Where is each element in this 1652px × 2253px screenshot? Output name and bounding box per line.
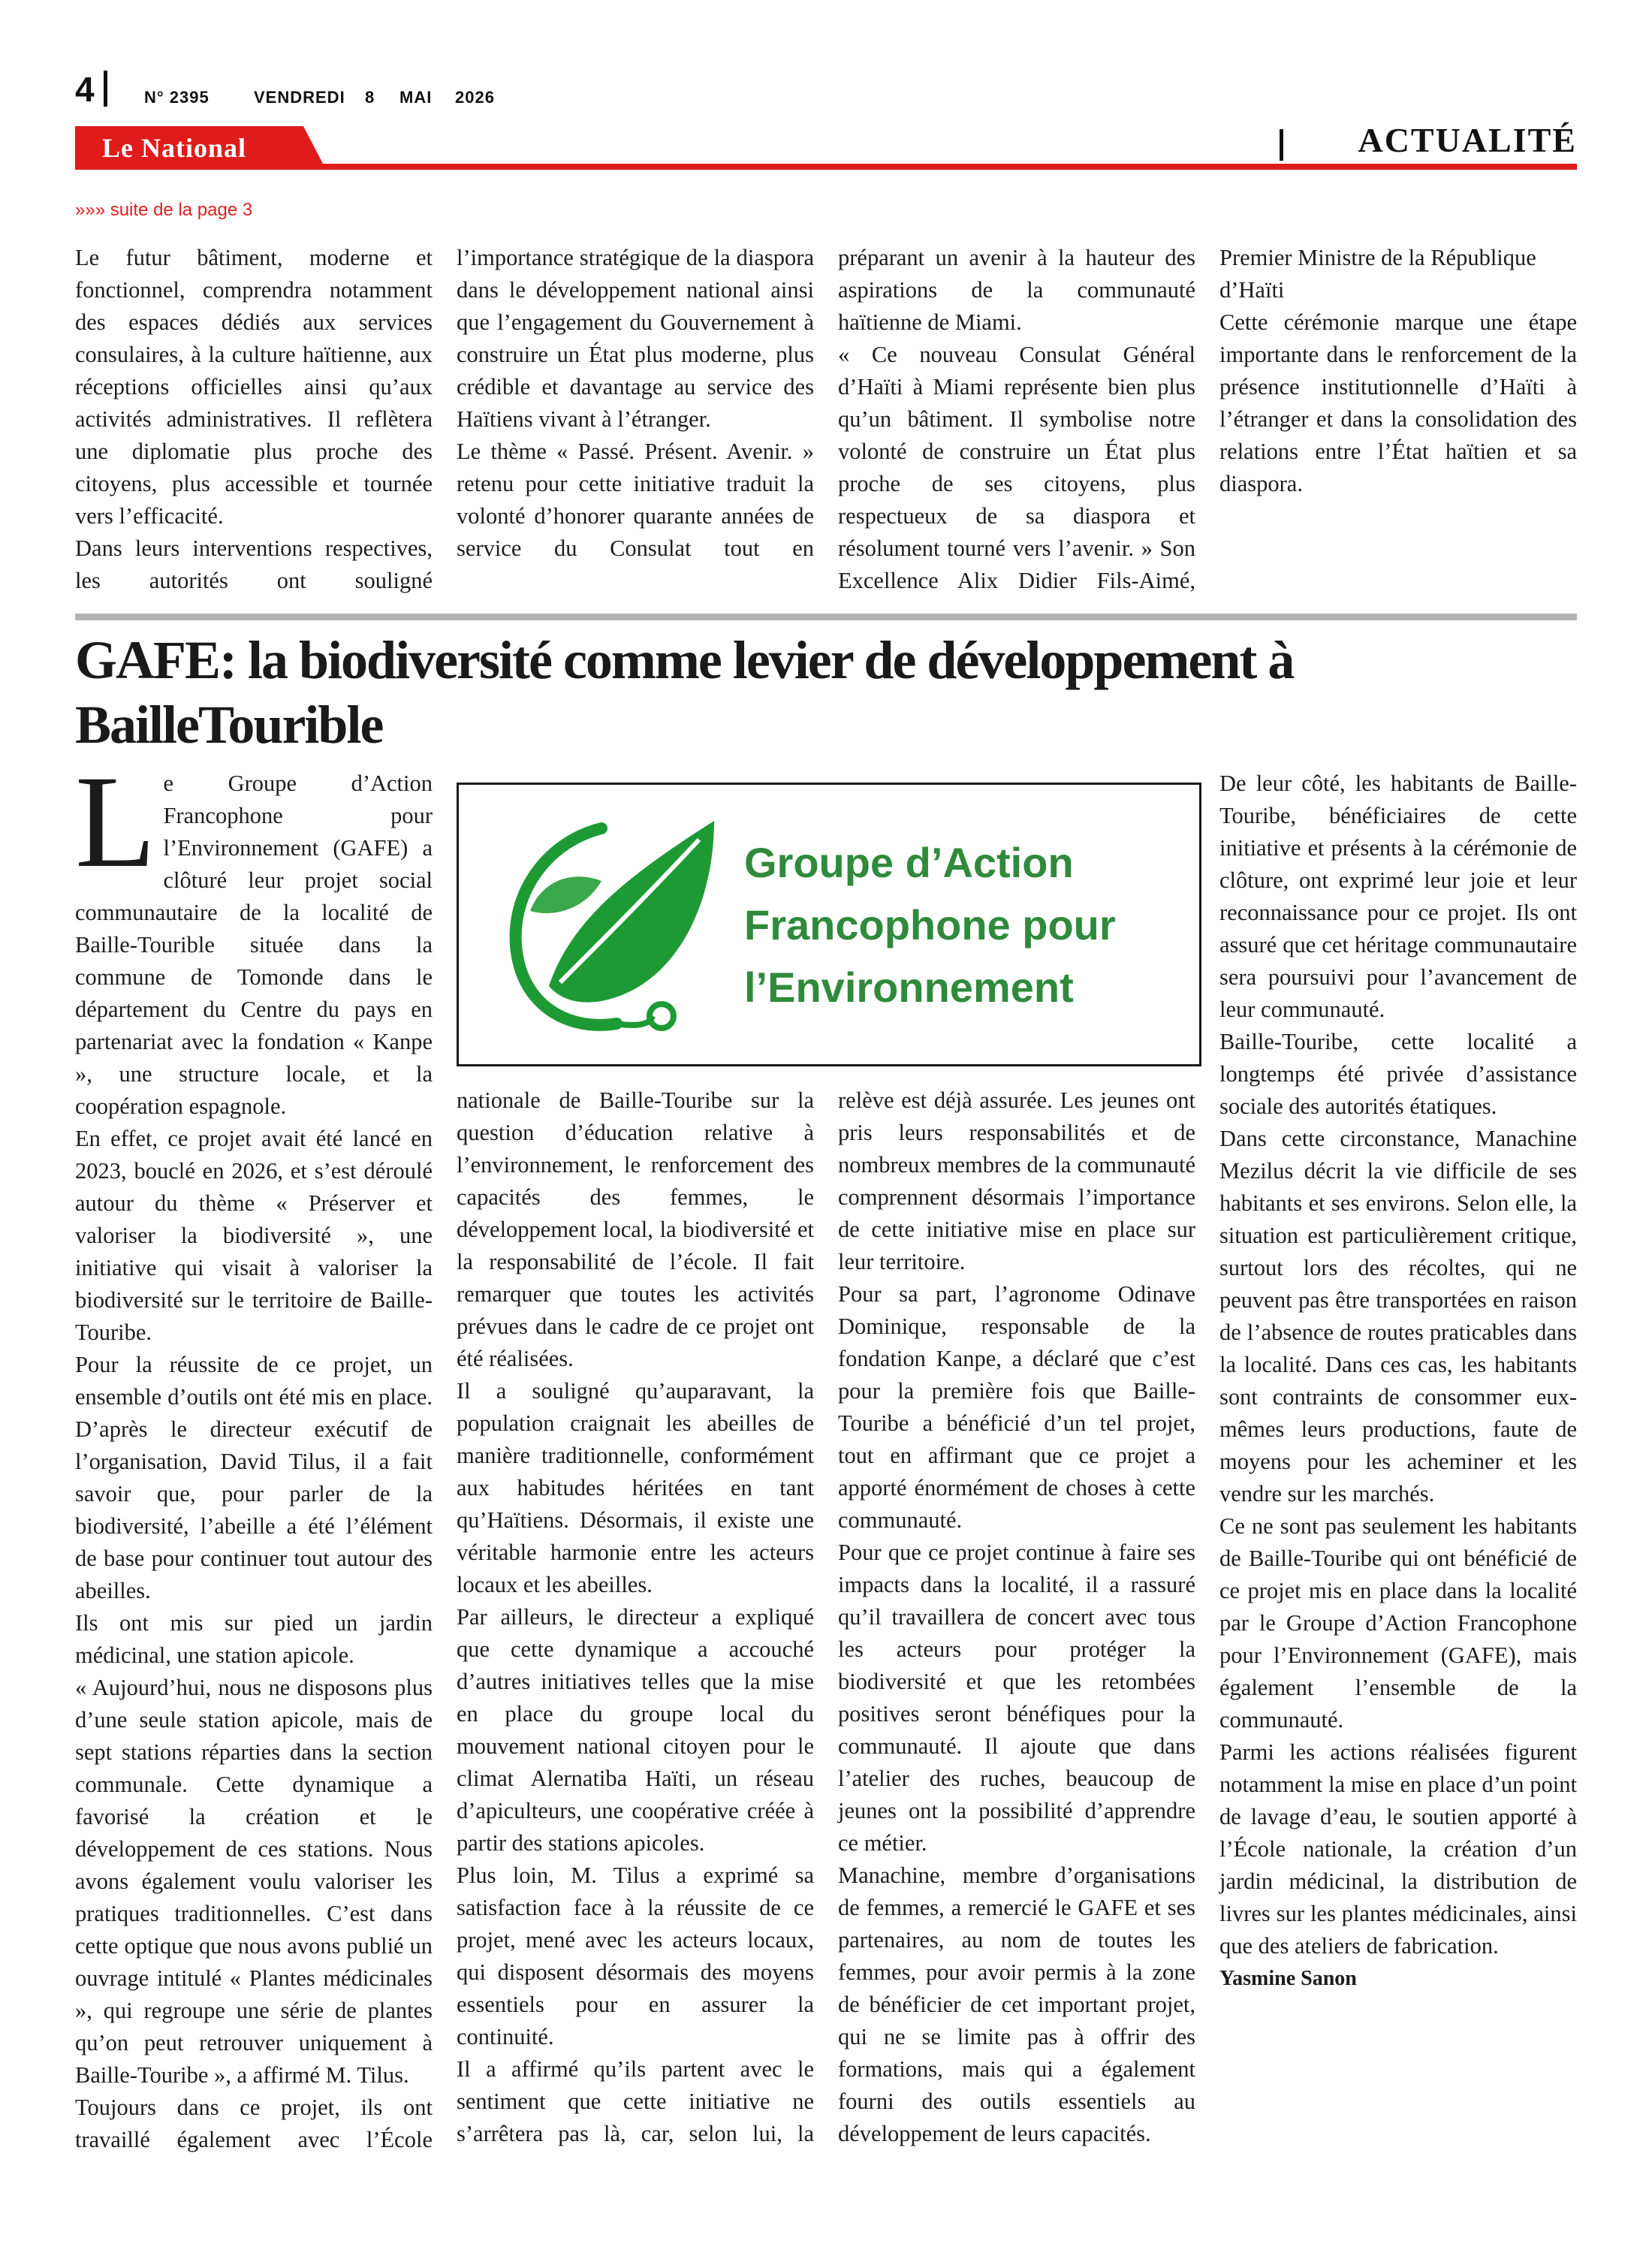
drop-cap: L bbox=[75, 749, 156, 895]
paragraph: Pour la réussite de ce projet, un ensemble d’outils ont été mis en place. D’après le directeur exécutif de l’organisation, David Tilus, il a fait savoir que, pour parler de la biodiversité, l’abeille a été l’élément de base pour continuer tout autour des abeilles. bbox=[75, 1352, 433, 1603]
paragraph: En effet, ce projet avait été lancé en 2023, bouclé en 2026, et s’est déroulé autour du thème « Préserver et valoriser la biodiversité », une initiative qui visait à valoriser la biodiversité sur le territoire de Baille-Touribe. bbox=[75, 1126, 433, 1345]
date-day: 8 bbox=[365, 88, 375, 107]
page-number: 4 bbox=[75, 70, 95, 109]
issue-number: N° 2395 bbox=[144, 88, 210, 107]
date-year: 2026 bbox=[455, 88, 495, 107]
paragraph: Ils ont mis sur pied un jardin médicinal, une station apicole. bbox=[75, 1610, 433, 1668]
paragraph: Toujours dans ce projet, ils ont travaillé également avec l’École bbox=[75, 2095, 433, 2152]
paragraph: Le thème « Passé. Présent. Avenir. » retenu pour cette initiative traduit la volonté d’honorer quarante années de service du Consulat tout en bbox=[457, 439, 814, 561]
paragraph: Plus loin, M. Tilus a exprimé sa satisfaction face à la réussite de ce projet, mené avec les acteurs locaux, qui disposent désormais des moyens essentiels pour en assurer la continuité. bbox=[457, 1862, 814, 2049]
paragraph: Ce ne sont pas seulement les habitants de Baille-Touribe qui ont bénéficié de ce projet mis en place dans la localité par le Groupe d’Action Francophone pour l’Environnement (GAFE), mais également l’ensemble de la communauté. bbox=[1219, 1513, 1577, 1733]
logo-line: Francophone pour bbox=[744, 901, 1116, 949]
paragraph: l’importance stratégique de la diaspora dans le développement national ainsi que l’engagement du Gouvernement à construire un État plus moderne, plus crédible et davantage au service des Haïtiens vivant à l’étranger. bbox=[457, 245, 814, 432]
brand-banner bbox=[75, 126, 1577, 170]
paragraph: « Ce nouveau Consulat Général d’Haïti à Miami représente bien plus qu’un bâtiment. Il symbolise notre volonté de construire un État plus proche de ses citoyens, plus respectueux de sa diaspora et résolument tourné vers l’avenir. » Son Excellence Alix Didier Fils-Aimé, bbox=[838, 342, 1195, 593]
paragraph: préparant un avenir à la hauteur des aspirations de la communauté haïtienne de Miami. bbox=[838, 245, 1195, 335]
article-separator bbox=[75, 614, 1577, 620]
article-byline: Yasmine Sanon bbox=[1219, 1967, 1357, 1990]
top-article-column-3 bbox=[838, 242, 1195, 597]
paragraph: Dans leurs interventions respectives, les autorités ont souligné bbox=[75, 535, 433, 593]
paragraph: Pour sa part, l’agronome Odinave Dominique, responsable de la fondation Kanpe, a déclaré que c’est pour la première fois que Baille-Touribe a bénéficié d’un tel projet, tout en affirmant que ce projet a apporté énormément de choses à cette communauté. bbox=[838, 1281, 1195, 1533]
main-article-column-3 bbox=[838, 1084, 1195, 2150]
gafe-logo-image bbox=[457, 783, 1201, 1066]
paragraph: Baille-Touribe, cette localité a longtemps été privée d’assistance sociale des autorités étatiques. bbox=[1219, 1029, 1577, 1119]
paragraph: nationale de Baille-Touribe sur la question d’éducation relative à l’environnement, le renforcement des capacités des femmes, le développement local, la biodiversité et la responsabilité de l’école. Il fait remarquer que toutes les activités prévues dans le cadre de ce projet ont été réalisées. bbox=[457, 1087, 814, 1371]
paragraph: Parmi les actions réalisées figurent notamment la mise en place d’un point de lavage d’eau, le soutien apporté à l’École nationale, la création d’un jardin médicinal, la distribution de livres sur les plantes médicinales, ainsi que des ateliers de fabrication. bbox=[1219, 1739, 1577, 1959]
paragraph: Manachine, membre d’organisations de femmes, a remercié le GAFE et ses partenaires, au nom de toutes les femmes, pour avoir permis à la zone de bénéficier de cet important projet, qui ne se limite pas à offrir des formations, mais qui a également fourni des outils essentiels au développement de leurs capacités. bbox=[838, 1862, 1195, 2146]
paragraph: Cette cérémonie marque une étape importante dans le renforcement de la présence institutionnelle d’Haïti à l’étranger et dans la consolidation des relations entre l’État haïtien et sa diaspora. bbox=[1219, 309, 1577, 496]
paragraph: Le futur bâtiment, moderne et fonctionnel, comprendra notamment des espaces dédiés aux services consulaires, à la culture haïtienne, aux réceptions officielles ainsi qu’aux activités administratives. Il reflètera une diplomatie plus proche des citoyens, plus accessible et tournée vers l’efficacité. bbox=[75, 245, 433, 529]
continued-from-note: »»» suite de la page 3 bbox=[75, 200, 253, 220]
paragraph: relève est déjà assurée. Les jeunes ont pris leurs responsabilités et de nombreux membres de la communauté comprennent désormais l’importance de cette initiative mise en place sur leur territoire. bbox=[838, 1087, 1195, 1274]
date-weekday: VENDREDI bbox=[254, 88, 345, 107]
article-headline: GAFE: la biodiversité comme levier de développement à BailleTourible bbox=[75, 630, 1294, 755]
paragraph: « Aujourd’hui, nous ne disposons plus d’une seule station apicole, mais de sept stations réparties dans la section communale. Cette dynamique a favorisé la création et le développement de ces stations. Nous avons également voulu valoriser les pratiques traditionnelles. C’est dans cette optique que nous avons publié un ouvrage intitulé « Plantes médicinales », qui regroupe une série de plantes qu’on peut retrouver uniquement à Baille-Touribe », a affirmé M. Tilus. bbox=[75, 1675, 433, 2088]
top-article-column-2 bbox=[457, 242, 814, 565]
lead-text: e Groupe d’Action Francophone pour l’Environnement (GAFE) a clôturé leur projet social communautaire de la localité de Baille-Tourible située dans la commune de Tomonde dans le département du Centre du pays en partenariat avec la fondation « Kanpe », une structure locale, et la coopération espagnole. bbox=[75, 771, 433, 1119]
main-article-column-2 bbox=[457, 1084, 814, 2150]
paragraph: Premier Ministre de la République d’Haïti bbox=[1219, 245, 1536, 303]
section-divider bbox=[1280, 129, 1283, 161]
logo-wordmark bbox=[744, 831, 1116, 1018]
paragraph: Pour que ce projet continue à faire ses impacts dans la localité, il a rassuré qu’il travaillera de concert avec tous les acteurs pour protéger la biodiversité et que les retombées positives seront bénéfiques pour la communauté. Il ajoute que dans l’atelier des ruches, beaucoup de jeunes ont la possibilité d’apprendre ce métier. bbox=[838, 1540, 1195, 1856]
date-month: MAI bbox=[399, 88, 433, 107]
top-article-column-4 bbox=[1219, 242, 1577, 500]
leaf-globe-logo-icon bbox=[489, 798, 737, 1046]
main-article-column-4 bbox=[1219, 768, 1577, 1995]
logo-line: l’Environnement bbox=[744, 964, 1074, 1011]
paragraph: Il a souligné qu’auparavant, la population craignait les abeilles de manière traditionnelle, conformément aux habitudes héritées en tant qu’Haïtiens. Désormais, il existe une véritable harmonie entre les acteurs locaux et les abeilles. bbox=[457, 1378, 814, 1597]
main-article-column-1 bbox=[75, 749, 433, 2156]
section-title: ACTUALITÉ bbox=[1358, 121, 1577, 159]
lead-paragraph bbox=[75, 749, 433, 1123]
paragraph: Il a affirmé qu’ils partent avec le sentiment que cette initiative ne s’arrêtera pas là, car, selon lui, la bbox=[457, 2056, 814, 2146]
page-number-divider bbox=[104, 71, 107, 107]
newspaper-brand: Le National bbox=[102, 133, 247, 163]
logo-line: Groupe d’Action bbox=[744, 839, 1074, 886]
top-article-column-1 bbox=[75, 242, 433, 597]
paragraph: De leur côté, les habitants de Baille-Touribe, bénéficiaires de cette initiative et présents à la cérémonie de clôture, ont exprimé leur joie et leur reconnaissance pour ce projet. Ils ont assuré que cet héritage communautaire sera poursuivi pour l’avancement de leur communauté. bbox=[1219, 771, 1577, 1022]
paragraph: Par ailleurs, le directeur a expliqué que cette dynamique a accouché d’autres initiatives telles que la mise en place du groupe local du mouvement national citoyen pour le climat Alernatiba Haïti, un réseau d’apiculteurs, une coopérative créée à partir des stations apicoles. bbox=[457, 1604, 814, 1856]
paragraph: Dans cette circonstance, Manachine Mezilus décrit la vie difficile de ses habitants et ses environs. Selon elle, la situation est particulièrement critique, surtout lors des récoltes, qui ne peuvent pas être transportées en raison de l’absence de routes praticables dans la localité. Dans ces cas, les habitants sont contraints de consommer eux-mêmes leurs productions, faute de moyens pour les acheminer et les vendre sur les marchés. bbox=[1219, 1126, 1577, 1507]
